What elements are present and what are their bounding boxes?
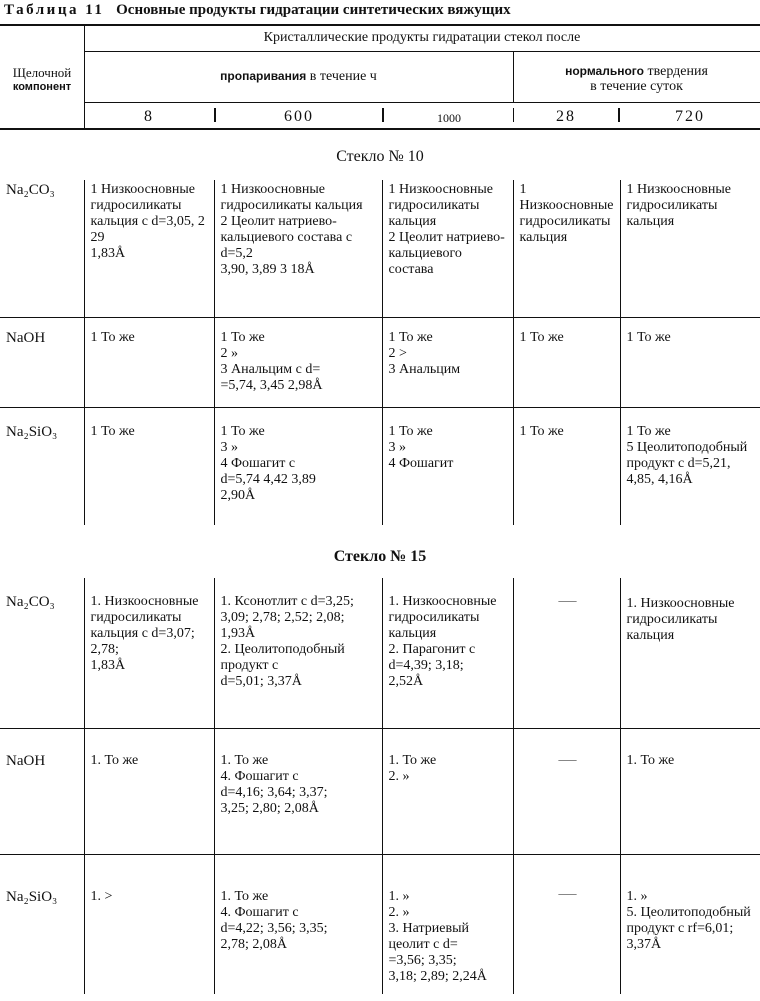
component-cell: Na₂CO₃ [0,180,84,317]
cell-line: 1. » [626,888,648,904]
table-row [0,728,760,854]
cell-line: 1. То же [90,752,139,768]
product-cell [620,180,760,317]
product-cell [382,407,513,525]
cell-line: 2. Цеолитоподобный продукт с [220,642,345,673]
cell-line: 1,83Å [90,246,126,261]
duration-4: 720 [675,108,705,125]
product-cell [513,854,620,994]
cell-line: 2,90Å [220,487,256,503]
glass-10-title: Стекло № 10 [336,148,424,165]
cell-line: 1. То же [388,752,437,768]
cell-line: 3,37Å [626,936,662,952]
header-bottom-rule [0,128,760,130]
glass-15-title: Стекло № 15 [333,548,427,565]
cell-line: 1. То же [626,752,675,768]
header-products-caption: Кристаллические продукты гидратации стекол после [263,30,581,45]
cell-line: 1 То же [519,423,564,439]
cell-line: 5. Цеолитоподобный продукт с rf=6,01; [626,904,751,936]
header-component [0,66,84,94]
product-cell [620,728,760,854]
cell-line: 3 Анальцим с d= [220,361,321,377]
cell-line: 1 Низкоосновные гидросиликаты кальция с d=3,05, 2 29 [90,182,205,245]
duration-3: 28 [556,108,576,125]
cell-line: 3. Натриевый цеолит с d= [388,920,469,952]
product-cell [513,317,620,407]
cell-line: — [558,748,577,769]
component-cell: Na₂SiO₃ [0,407,84,525]
cell-line: d=5,01; 3,37Å [220,674,302,689]
product-cell [513,728,620,854]
product-cell [84,728,214,854]
cell-line: 1 То же [220,329,265,345]
cell-line: 1 То же [519,329,564,345]
product-cell [84,407,214,525]
component-cell: NaOH [0,728,84,854]
product-cell [214,578,382,728]
header-rule-1 [84,51,760,52]
cell-line: 1 То же [626,423,671,439]
cell-line: 2,78; 2,08Å [220,936,287,952]
product-cell [382,854,513,994]
header-rule-2 [84,102,760,103]
cell-line: 2 > [388,345,407,361]
glass-15-table [0,578,760,994]
cell-line: 3,18; 2,89; 2,24Å [388,968,487,984]
cell-line: =5,74, 3,45 2,98Å [220,377,323,393]
header-top-rule [0,24,760,26]
cell-line: 2. » [388,768,410,784]
header-steaming-rest: в течение ч [306,69,377,84]
header-normal-rest: твердения [643,64,708,79]
product-cell [620,854,760,994]
cell-line: 4 Фошагит [388,455,454,471]
cell-line: 1. Низкоосновные гидросиликаты кальция [388,594,497,641]
header-component-line2: компонент [12,81,72,93]
header-steaming [84,69,513,84]
cell-line: 1 То же [626,329,671,345]
table-caption: Основные продукты гидратации синтетических вяжущих [116,2,511,18]
duration-1: 600 [284,108,314,125]
product-cell [382,728,513,854]
table-number: Таблица 11 [4,2,105,18]
product-cell [84,854,214,994]
cell-line: 2 Цеолит натриево-кальциевого состава с d=5,2 [220,214,353,261]
cell-line: 1. » [388,888,410,904]
cell-line: 1 Низкоосновные гидросиликаты кальция [388,182,494,229]
cell-line: d=4,16; 3,64; 3,37; [220,784,328,800]
product-cell [382,180,513,317]
cell-line: 4,85, 4,16Å [626,471,693,487]
product-cell [214,854,382,994]
table-row [0,407,760,525]
cell-line: — [558,882,577,903]
product-cell [620,317,760,407]
cell-line: 1 Низкоосновные гидросиликаты кальция [626,182,732,229]
cell-line: 1. Низкоосновные гидросиликаты кальция [626,596,735,643]
cell-line: 3 Анальцим [388,361,461,377]
table-row [0,578,760,728]
cell-line: 2. » [388,904,410,920]
product-cell [620,407,760,525]
component-cell: Na₂CO₃ [0,578,84,728]
duration-0: 8 [144,108,154,125]
product-cell [84,317,214,407]
product-cell [513,180,620,317]
table-title [4,2,756,19]
product-cell [84,180,214,317]
cell-line: 2. Парагонит с d=4,39; 3,18; [388,642,476,673]
cell-line: 1. > [90,888,113,904]
cell-line: 3 » [388,439,406,455]
component-cell: NaOH [0,317,84,407]
cell-line: 1 То же [220,423,265,439]
header-normal [513,64,760,94]
cell-line: 1 То же [90,329,135,345]
cell-line: =3,56; 3,35; [388,952,457,968]
table-row [0,317,760,407]
component-cell: Na₂SiO₃ [0,854,84,994]
header-component-line1: Щелочной [12,65,72,80]
table-row [0,854,760,994]
cell-line: — [558,590,577,610]
cell-line: 1 Низкоосновные гидросиликаты кальция [220,182,363,213]
table-row [0,180,760,317]
product-cell [214,317,382,407]
product-cell [382,317,513,407]
product-cell [620,578,760,728]
cell-line: 1. То же [220,752,269,768]
cell-line: 1 Низкоосновные гидросиликаты кальция [519,182,614,245]
table-header [0,24,760,130]
product-cell [214,180,382,317]
product-cell [513,578,620,728]
cell-line: 2 » [220,345,238,361]
cell-line: 4. Фошагит с [220,768,299,784]
cell-line: 4. Фошагит с [220,904,299,920]
cell-line: 4 Фошагит с [220,455,296,471]
cell-line: 1 То же [388,329,433,345]
cell-line: 1. То же [220,888,269,904]
header-normal-bold: нормального [565,64,644,78]
duration-2: 1000 [437,111,461,125]
cell-line: 1 То же [90,423,135,439]
cell-line: 1. Низкоосновные гидросиликаты кальция с d=3,07; 2,78; [90,594,199,657]
cell-line: 3,90, 3,89 3 18Å [220,262,315,277]
cell-line: 1 То же [388,423,433,439]
product-cell [214,728,382,854]
product-cell [84,578,214,728]
cell-line: d=4,22; 3,56; 3,35; [220,920,328,936]
product-cell [382,578,513,728]
cell-line: 5 Цеолитоподобный продукт с d=5,21, [626,439,748,471]
header-normal-line2: в течение суток [590,79,683,94]
glass-10-table [0,180,760,525]
cell-line: d=5,74 4,42 3,89 [220,471,316,487]
cell-line: 2,52Å [388,674,424,689]
cell-line: 1,83Å [90,658,126,673]
header-steaming-bold: пропаривания [220,69,307,83]
cell-line: 1. Ксонотлит с d=3,25; 3,09; 2,78; 2,52; 2,08; 1,93Å [220,594,354,641]
cell-line: 3,25; 2,80; 2,08Å [220,800,319,816]
product-cell [513,407,620,525]
cell-line: 2 Цеолит натриево-кальциевого состава [388,230,505,277]
cell-line: 3 » [220,439,238,455]
product-cell [214,407,382,525]
